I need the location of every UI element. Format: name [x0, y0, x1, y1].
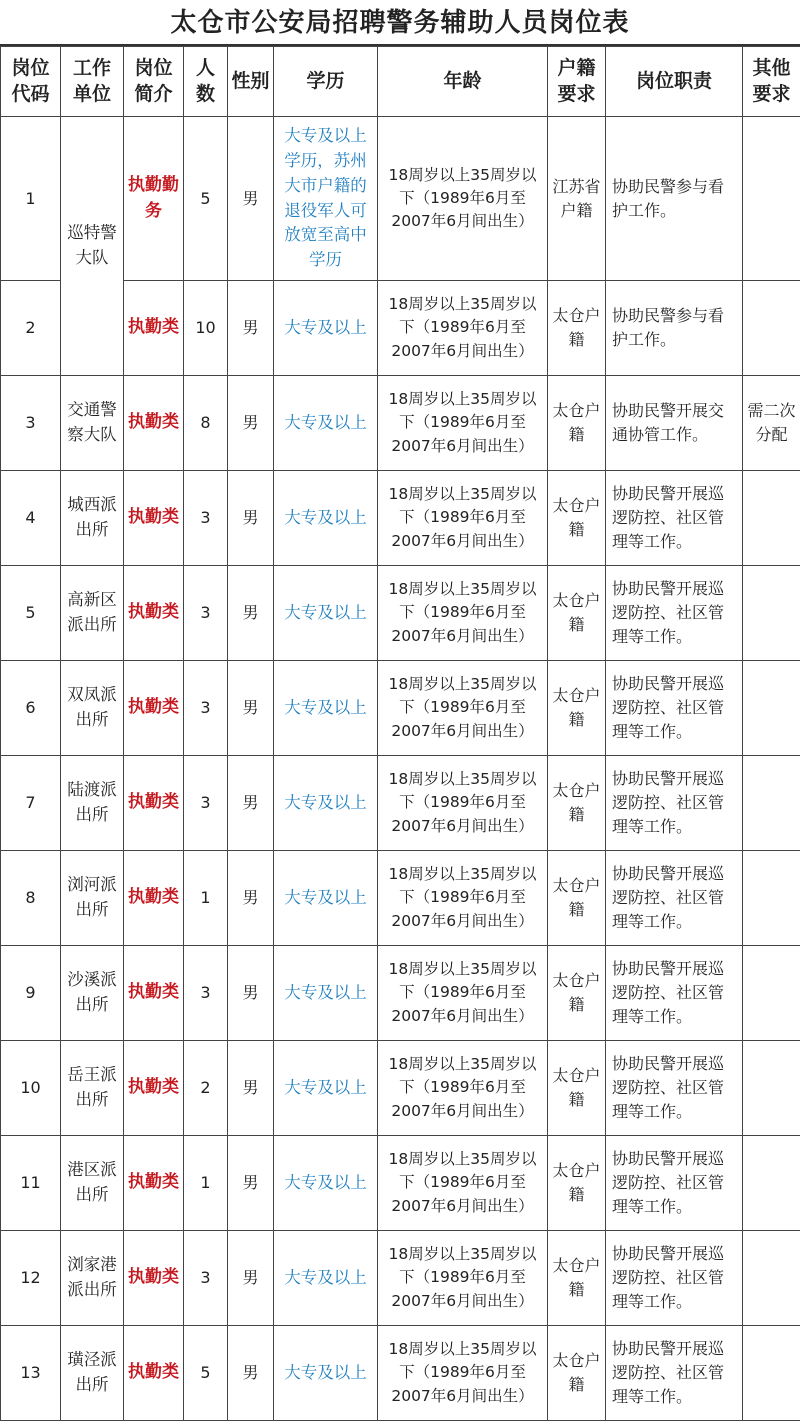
cell-duty: 协助民警开展巡逻防控、社区管理等工作。	[606, 566, 743, 661]
cell-code: 9	[1, 946, 61, 1041]
cell-other	[743, 946, 800, 1041]
cell-count: 10	[184, 281, 228, 376]
cell-code: 2	[1, 281, 61, 376]
header-gender: 性别	[228, 47, 274, 117]
cell-other	[743, 471, 800, 566]
positions-table	[0, 46, 800, 1421]
cell-gender: 男	[228, 1326, 274, 1421]
cell-duty: 协助民警开展巡逻防控、社区管理等工作。	[606, 471, 743, 566]
header-hukou: 户籍要求	[548, 47, 606, 117]
cell-age: 18周岁以上35周岁以下（1989年6月至2007年6月间出生）	[378, 566, 548, 661]
cell-count: 5	[184, 117, 228, 281]
cell-code: 3	[1, 376, 61, 471]
cell-age: 18周岁以上35周岁以下（1989年6月至2007年6月间出生）	[378, 471, 548, 566]
cell-count: 5	[184, 1326, 228, 1421]
cell-education: 大专及以上	[274, 946, 378, 1041]
cell-education: 大专及以上	[274, 661, 378, 756]
cell-brief: 执勤类	[124, 946, 184, 1041]
cell-brief: 执勤类	[124, 661, 184, 756]
cell-gender: 男	[228, 117, 274, 281]
cell-hukou: 太仓户籍	[548, 471, 606, 566]
cell-unit: 高新区派出所	[61, 566, 124, 661]
cell-count: 1	[184, 1136, 228, 1231]
cell-brief: 执勤类	[124, 851, 184, 946]
table-row	[1, 756, 800, 851]
cell-other	[743, 281, 800, 376]
cell-hukou: 太仓户籍	[548, 946, 606, 1041]
cell-brief: 执勤类	[124, 376, 184, 471]
cell-brief: 执勤类	[124, 471, 184, 566]
header-code: 岗位代码	[1, 47, 61, 117]
cell-count: 2	[184, 1041, 228, 1136]
table-row	[1, 1231, 800, 1326]
table-row	[1, 566, 800, 661]
header-age: 年龄	[378, 47, 548, 117]
cell-gender: 男	[228, 756, 274, 851]
cell-education: 大专及以上	[274, 471, 378, 566]
cell-gender: 男	[228, 1231, 274, 1326]
cell-count: 8	[184, 376, 228, 471]
cell-gender: 男	[228, 1041, 274, 1136]
cell-duty: 协助民警开展巡逻防控、社区管理等工作。	[606, 851, 743, 946]
cell-age: 18周岁以上35周岁以下（1989年6月至2007年6月间出生）	[378, 117, 548, 281]
cell-code: 13	[1, 1326, 61, 1421]
cell-code: 12	[1, 1231, 61, 1326]
cell-education: 大专及以上	[274, 756, 378, 851]
cell-duty: 协助民警开展巡逻防控、社区管理等工作。	[606, 1136, 743, 1231]
cell-gender: 男	[228, 1136, 274, 1231]
cell-duty: 协助民警开展巡逻防控、社区管理等工作。	[606, 661, 743, 756]
cell-brief: 执勤勤务	[124, 117, 184, 281]
cell-unit: 交通警察大队	[61, 376, 124, 471]
cell-hukou: 太仓户籍	[548, 1041, 606, 1136]
cell-hukou: 太仓户籍	[548, 566, 606, 661]
cell-unit: 陆渡派出所	[61, 756, 124, 851]
cell-unit: 城西派出所	[61, 471, 124, 566]
cell-unit: 巡特警大队	[61, 117, 124, 376]
cell-other	[743, 1231, 800, 1326]
cell-gender: 男	[228, 946, 274, 1041]
cell-duty: 协助民警开展巡逻防控、社区管理等工作。	[606, 1231, 743, 1326]
cell-brief: 执勤类	[124, 1326, 184, 1421]
cell-duty: 协助民警开展交通协管工作。	[606, 376, 743, 471]
cell-brief: 执勤类	[124, 566, 184, 661]
header-duty: 岗位职责	[606, 47, 743, 117]
cell-gender: 男	[228, 661, 274, 756]
header-brief: 岗位简介	[124, 47, 184, 117]
page-title: 太仓市公安局招聘警务辅助人员岗位表	[0, 0, 800, 46]
cell-hukou: 太仓户籍	[548, 1231, 606, 1326]
cell-other	[743, 117, 800, 281]
table-row	[1, 1041, 800, 1136]
cell-brief: 执勤类	[124, 1041, 184, 1136]
cell-brief: 执勤类	[124, 1136, 184, 1231]
cell-duty: 协助民警开展巡逻防控、社区管理等工作。	[606, 946, 743, 1041]
cell-unit: 浏河派出所	[61, 851, 124, 946]
cell-education: 大专及以上	[274, 1326, 378, 1421]
cell-age: 18周岁以上35周岁以下（1989年6月至2007年6月间出生）	[378, 376, 548, 471]
cell-education: 大专及以上	[274, 1041, 378, 1136]
cell-count: 3	[184, 471, 228, 566]
cell-duty: 协助民警参与看护工作。	[606, 281, 743, 376]
cell-duty: 协助民警开展巡逻防控、社区管理等工作。	[606, 756, 743, 851]
cell-count: 3	[184, 566, 228, 661]
cell-age: 18周岁以上35周岁以下（1989年6月至2007年6月间出生）	[378, 1136, 548, 1231]
table-row	[1, 1136, 800, 1231]
cell-other	[743, 851, 800, 946]
cell-hukou: 太仓户籍	[548, 1326, 606, 1421]
cell-education: 大专及以上	[274, 1136, 378, 1231]
cell-unit: 沙溪派出所	[61, 946, 124, 1041]
cell-code: 7	[1, 756, 61, 851]
cell-other	[743, 1326, 800, 1421]
cell-other	[743, 1041, 800, 1136]
cell-count: 3	[184, 1231, 228, 1326]
cell-hukou: 太仓户籍	[548, 661, 606, 756]
cell-code: 5	[1, 566, 61, 661]
cell-brief: 执勤类	[124, 756, 184, 851]
cell-duty: 协助民警参与看护工作。	[606, 117, 743, 281]
cell-age: 18周岁以上35周岁以下（1989年6月至2007年6月间出生）	[378, 281, 548, 376]
cell-gender: 男	[228, 566, 274, 661]
cell-unit: 岳王派出所	[61, 1041, 124, 1136]
cell-code: 10	[1, 1041, 61, 1136]
table-row	[1, 946, 800, 1041]
cell-other	[743, 1136, 800, 1231]
cell-gender: 男	[228, 376, 274, 471]
table-row	[1, 471, 800, 566]
cell-duty: 协助民警开展巡逻防控、社区管理等工作。	[606, 1326, 743, 1421]
cell-code: 6	[1, 661, 61, 756]
cell-count: 1	[184, 851, 228, 946]
cell-count: 3	[184, 756, 228, 851]
cell-education: 大专及以上	[274, 281, 378, 376]
header-count: 人数	[184, 47, 228, 117]
cell-age: 18周岁以上35周岁以下（1989年6月至2007年6月间出生）	[378, 1231, 548, 1326]
table-row	[1, 376, 800, 471]
cell-unit: 港区派出所	[61, 1136, 124, 1231]
header-unit: 工作单位	[61, 47, 124, 117]
cell-count: 3	[184, 946, 228, 1041]
cell-hukou: 太仓户籍	[548, 756, 606, 851]
cell-age: 18周岁以上35周岁以下（1989年6月至2007年6月间出生）	[378, 1326, 548, 1421]
header-row	[1, 47, 800, 117]
cell-count: 3	[184, 661, 228, 756]
cell-unit: 浏家港派出所	[61, 1231, 124, 1326]
table-row	[1, 851, 800, 946]
header-other: 其他要求	[743, 47, 800, 117]
cell-unit: 璜泾派出所	[61, 1326, 124, 1421]
cell-hukou: 江苏省户籍	[548, 117, 606, 281]
table-row	[1, 117, 800, 281]
cell-code: 11	[1, 1136, 61, 1231]
cell-hukou: 太仓户籍	[548, 281, 606, 376]
header-education: 学历	[274, 47, 378, 117]
table-row	[1, 661, 800, 756]
cell-other: 需二次分配	[743, 376, 800, 471]
cell-hukou: 太仓户籍	[548, 1136, 606, 1231]
cell-code: 8	[1, 851, 61, 946]
cell-other	[743, 661, 800, 756]
cell-education: 大专及以上	[274, 851, 378, 946]
cell-code: 1	[1, 117, 61, 281]
table-row	[1, 1326, 800, 1421]
cell-education: 大专及以上	[274, 376, 378, 471]
cell-brief: 执勤类	[124, 1231, 184, 1326]
cell-code: 4	[1, 471, 61, 566]
cell-gender: 男	[228, 471, 274, 566]
cell-age: 18周岁以上35周岁以下（1989年6月至2007年6月间出生）	[378, 851, 548, 946]
cell-education: 大专及以上	[274, 1231, 378, 1326]
cell-age: 18周岁以上35周岁以下（1989年6月至2007年6月间出生）	[378, 946, 548, 1041]
cell-duty: 协助民警开展巡逻防控、社区管理等工作。	[606, 1041, 743, 1136]
cell-education: 大专及以上	[274, 566, 378, 661]
cell-gender: 男	[228, 281, 274, 376]
cell-unit: 双凤派出所	[61, 661, 124, 756]
cell-age: 18周岁以上35周岁以下（1989年6月至2007年6月间出生）	[378, 1041, 548, 1136]
cell-other	[743, 566, 800, 661]
cell-age: 18周岁以上35周岁以下（1989年6月至2007年6月间出生）	[378, 756, 548, 851]
cell-hukou: 太仓户籍	[548, 376, 606, 471]
cell-education: 大专及以上学历，苏州大市户籍的退役军人可放宽至高中学历	[274, 117, 378, 281]
cell-brief: 执勤类	[124, 281, 184, 376]
cell-hukou: 太仓户籍	[548, 851, 606, 946]
cell-gender: 男	[228, 851, 274, 946]
cell-age: 18周岁以上35周岁以下（1989年6月至2007年6月间出生）	[378, 661, 548, 756]
cell-other	[743, 756, 800, 851]
